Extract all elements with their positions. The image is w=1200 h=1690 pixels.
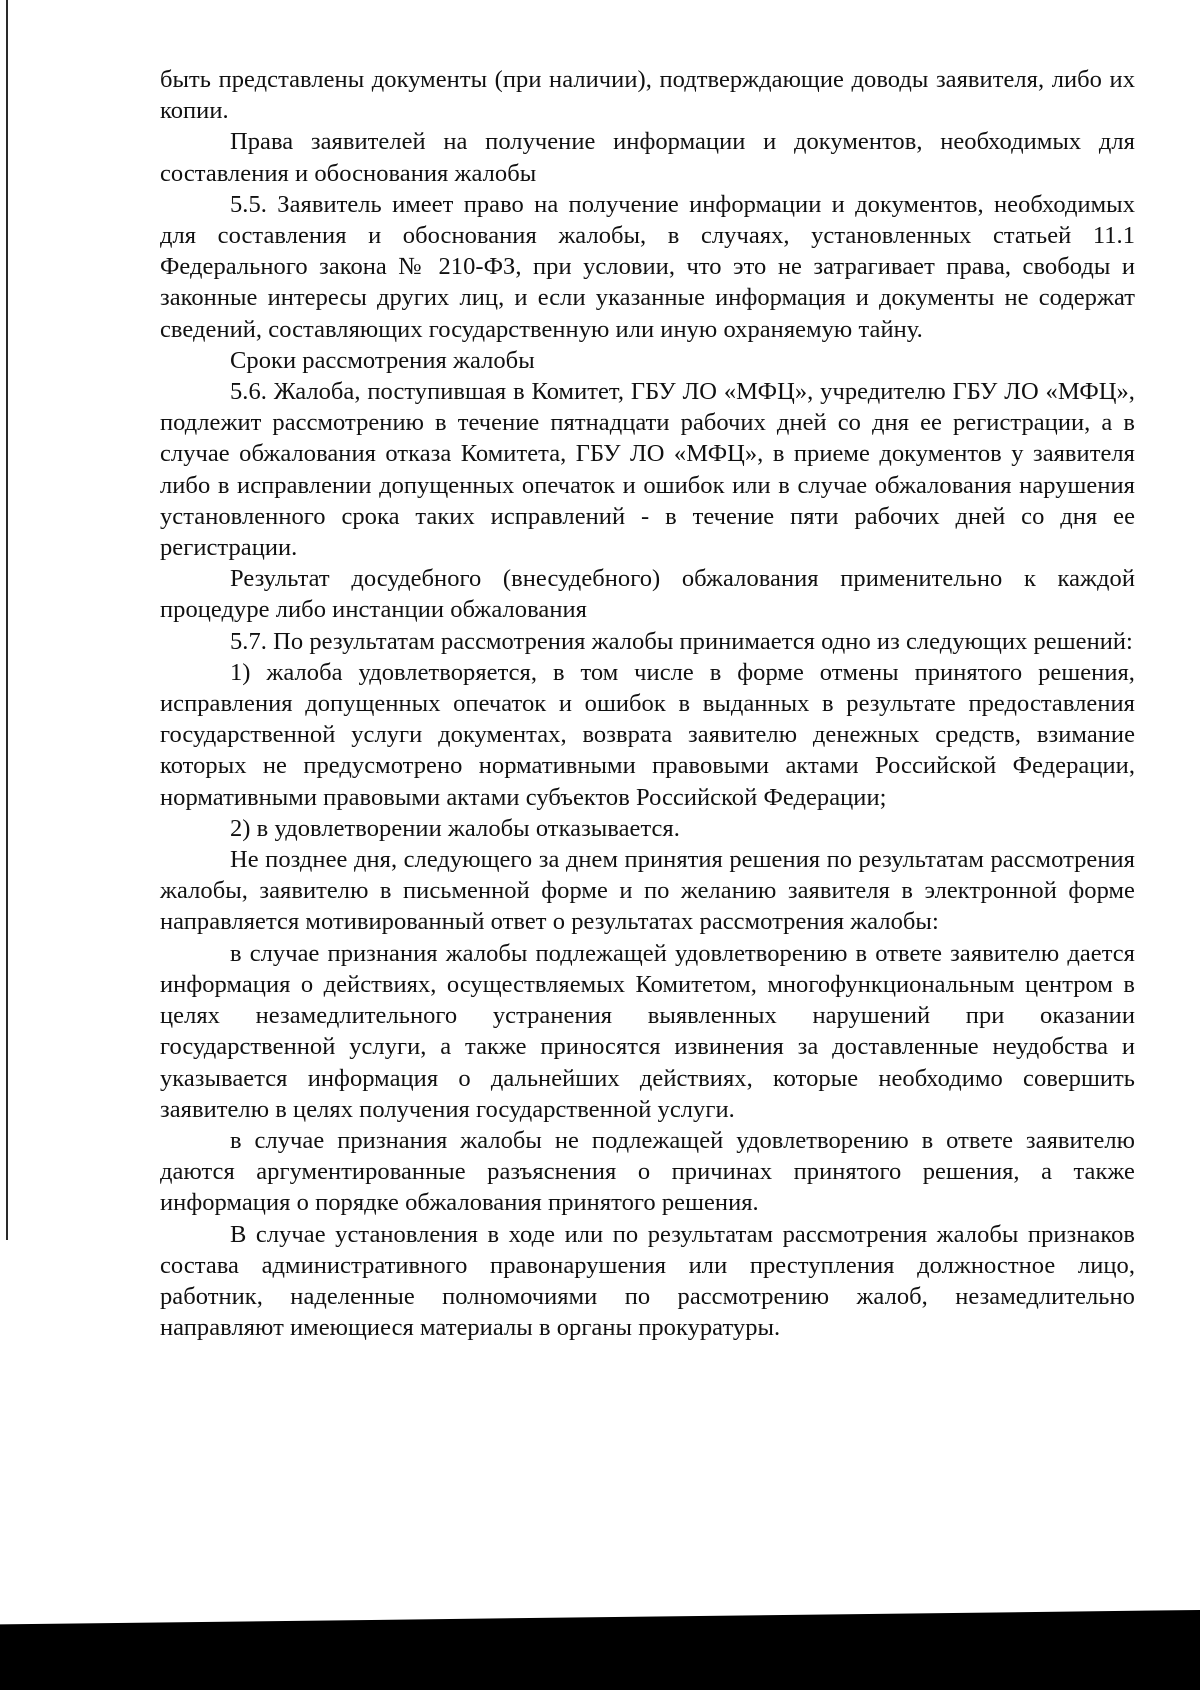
section-heading-rights: Права заявителей на получение информации и документов, необходимых для составления и обоснования жалобы [160,128,1135,187]
document-body [160,64,1135,1343]
paragraph-complaint-rejected: в случае признания жалобы не подлежащей удовлетворению в ответе заявителю даются аргументированные разъяснения о причинах принятого решения, а также информация о порядке обжалования принятого решения. [160,1126,1135,1217]
paragraph-5-7: 5.7. По результатам рассмотрения жалобы принимается одно из следующих решений: [230,627,1133,655]
paragraph-5-5: 5.5. Заявитель имеет право на получение информации и документов, необходимых для составления и обоснования жалобы, в случаях, установленных статьей 11.1 Федерального закона № 210-ФЗ, при условии, что это не затрагивает права, свободы и законные интересы других лиц, и если указанные информация и документы не содержат сведений, составляющих государственную или иную охраняемую тайну. [160,190,1135,343]
scan-dark-border [0,1610,1200,1690]
paragraph-response-deadline: Не позднее дня, следующего за днем принятия решения по результатам рассмотрения жалобы, заявителю в письменной форме и по желанию заявителя в электронной форме направляется мотивированный ответ о результатах рассмотрения жалобы: [160,846,1135,936]
decision-item-1: 1) жалоба удовлетворяется, в том числе в форме отмены принятого решения, исправления допущенных опечаток и ошибок в выданных в результате предоставления государственной услуги документах, возврата заявителю денежных средств, взимание которых не предусмотрено нормативными правовыми актами Российской Федерации, нормативными правовыми актами субъектов Российской Федерации; [160,658,1135,811]
paragraph-prosecution: В случае установления в ходе или по результатам рассмотрения жалобы признаков состава административного правонарушения или преступления должностное лицо, работник, наделенные полномочиями по рассмотрению жалоб, незамедлительно направляют имеющиеся материалы в органы прокуратуры. [160,1220,1135,1342]
paragraph-5-6: 5.6. Жалоба, поступившая в Комитет, ГБУ ЛО «МФЦ», учредителю ГБУ ЛО «МФЦ», подлежит рассмотрению в течение пятнадцати рабочих дней со дня ее регистрации, а в случае обжалования отказа Комитета, ГБУ ЛО «МФЦ», в приеме документов у заявителя либо в исправлении допущенных опечаток и ошибок или в случае обжалования нарушения установленного срока таких исправлений - в течение пяти рабочих дней со дня ее регистрации. [160,378,1135,562]
scan-edge-line [6,0,8,1240]
section-heading-result: Результат досудебного (внесудебного) обжалования применительно к каждой процедуре либо инстанции обжалования [160,565,1135,624]
section-heading-terms: Сроки рассмотрения жалобы [230,346,535,374]
paragraph-continuation: быть представлены документы (при наличии), подтверждающие доводы заявителя, либо их копии. [160,66,1135,125]
paragraph-complaint-satisfied: в случае признания жалобы подлежащей удовлетворению в ответе заявителю дается информация о действиях, осуществляемых Комитетом, многофункциональным центром в целях незамедлительного устранения выявленных нарушений при оказании государственной услуги, а также приносятся извинения за доставленные неудобства и указывается информация о дальнейших действиях, которые необходимо совершить заявителю в целях получения государственной услуги. [160,939,1135,1123]
decision-item-2: 2) в удовлетворении жалобы отказывается. [230,814,680,842]
